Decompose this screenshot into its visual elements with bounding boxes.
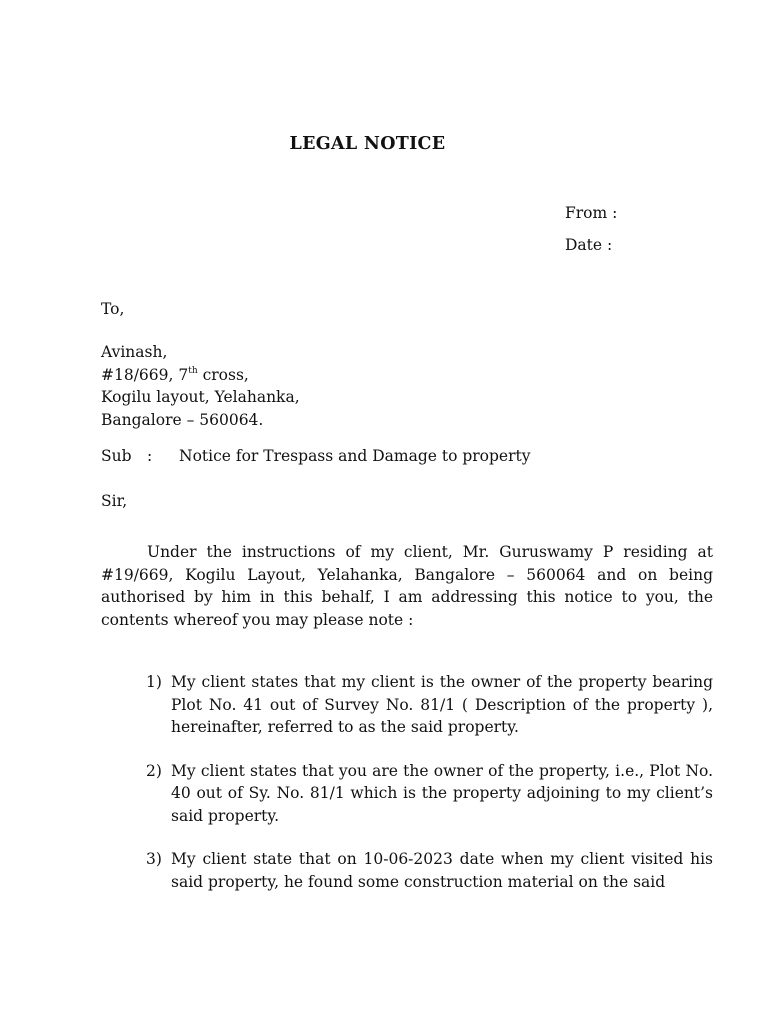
recipient-address	[101, 341, 300, 431]
from-label: From :	[565, 204, 618, 222]
to-label: To,	[101, 300, 125, 318]
point-text: My client state that on 10-06-2023 date when my client visited his said property, he found some construction material on the said	[171, 850, 713, 891]
intro-paragraph: Under the instructions of my client, Mr. Guruswamy P residing at #19/669, Kogilu Layout, Yelahanka, Bangalore – 560064 and on being authorised by him in this behalf, I am addressing this notice to you, the contents whereof you may please note :	[101, 543, 713, 629]
recipient-address-line2: Kogilu layout, Yelahanka,	[101, 388, 300, 406]
address-line1-number: #18/669, 7	[101, 365, 189, 384]
point-text: My client states that my client is the owner of the property bearing Plot No. 41 out of Survey No. 81/1 ( Description of the property ), hereinafter, referred to as the said property.	[171, 673, 713, 736]
subject-line	[101, 447, 530, 465]
list-item	[146, 671, 713, 739]
subject-colon: :	[147, 447, 153, 465]
point-number: 1)	[146, 673, 162, 691]
recipient-address-line3: Bangalore – 560064.	[101, 410, 264, 429]
document-title: LEGAL NOTICE	[289, 134, 446, 154]
numbered-points	[146, 671, 713, 914]
ordinal-suffix: th	[188, 365, 198, 376]
point-number: 2)	[146, 761, 162, 780]
point-number: 3)	[146, 850, 162, 868]
list-item	[146, 760, 713, 828]
recipient-name: Avinash,	[101, 343, 168, 361]
subject-text: Notice for Trespass and Damage to property	[179, 447, 531, 465]
address-line1-cross: cross,	[197, 365, 249, 384]
subject-label: Sub	[101, 447, 132, 465]
recipient-address-line1	[101, 364, 300, 387]
salutation: Sir,	[101, 492, 128, 510]
list-item	[146, 848, 713, 893]
date-label: Date :	[565, 236, 613, 254]
point-text: My client states that you are the owner of the property, i.e., Plot No. 40 out of Sy. No. 81/1 which is the property adjoining to my client’s said property.	[171, 761, 713, 825]
